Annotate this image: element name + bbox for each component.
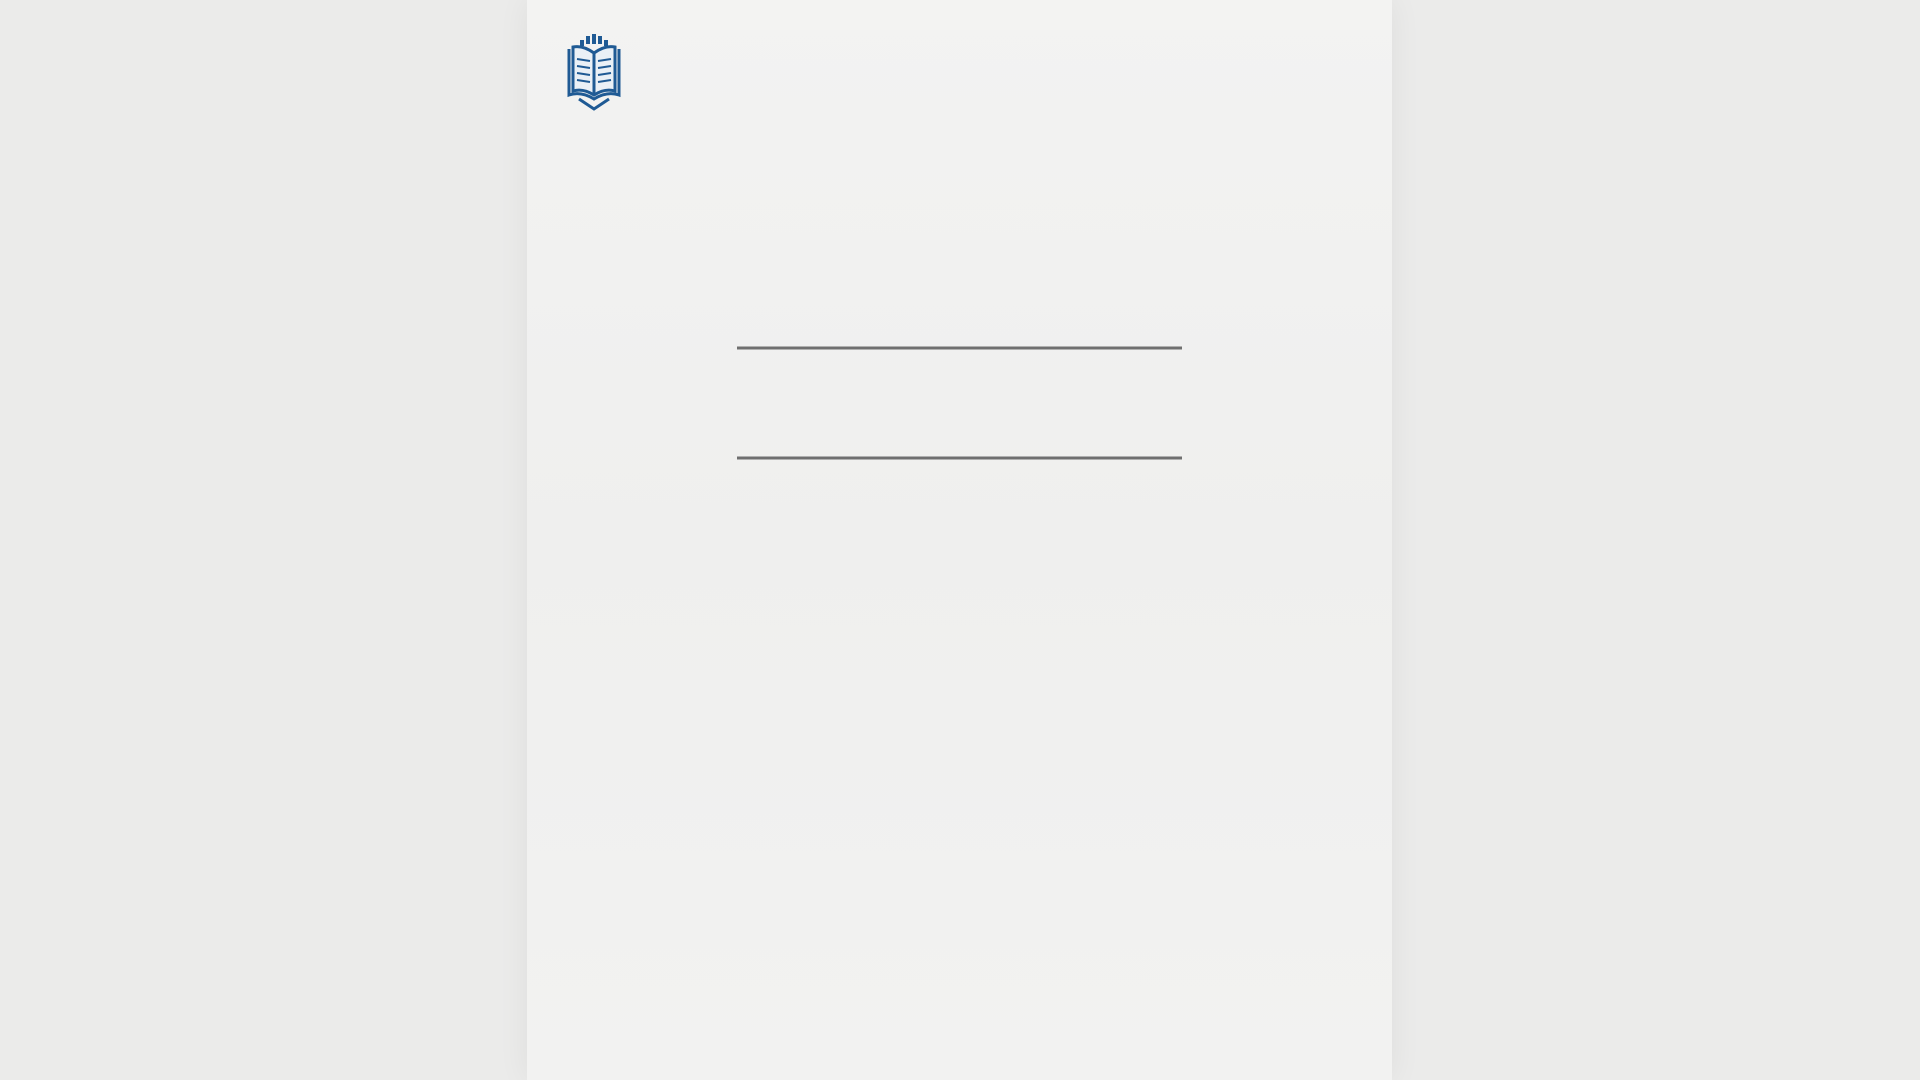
school-logo [565,33,635,113]
top-floral-ornament-icon [737,236,1182,351]
bottom-floral-ornament-icon [737,455,1182,565]
book-building-icon [565,33,623,113]
condolence-card [527,0,1392,1080]
